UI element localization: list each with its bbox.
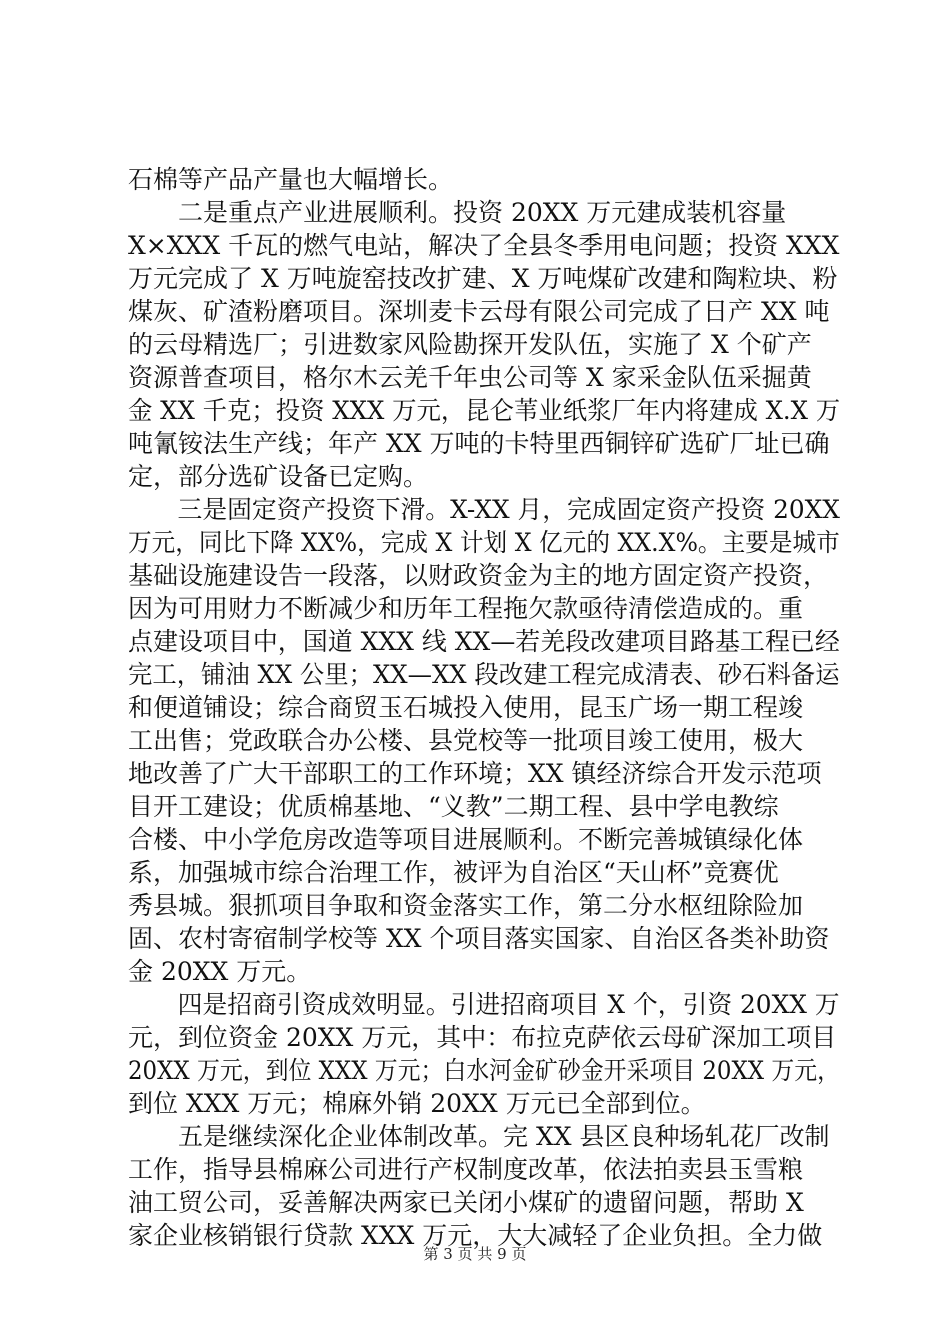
text-line: 资源普查项目，格尔木云羌千年虫公司等 X 家采金队伍采掘黄: [128, 363, 812, 392]
text-line: 元，到位资金 20XX 万元，其中：布拉克萨依云母矿深加工项目: [128, 1023, 837, 1052]
text-line: 和便道铺设；综合商贸玉石城投入使用，昆玉广场一期工程竣: [128, 693, 804, 722]
text-line: 定，部分选矿设备已定购。: [128, 462, 429, 491]
text-line: 目开工建设；优质棉基地、“义教”二期工程、县中学电教综: [128, 792, 779, 821]
text-line: 吨氰铵法生产线；年产 XX 万吨的卡特里西铜锌矿选矿厂址已确: [128, 429, 830, 458]
page-number-footer: 第 3 页 共 9 页: [423, 1245, 527, 1263]
text-line: 金 20XX 万元。: [128, 957, 312, 986]
text-line: 点建设项目中，国道 XXX 线 XX—若羌段改建项目路基工程已经: [128, 627, 840, 656]
text-line: 固、农村寄宿制学校等 XX 个项目落实国家、自治区各类补助资: [128, 924, 830, 953]
text-line: 合楼、中小学危房改造等项目进展顺利。不断完善城镇绿化体: [128, 825, 804, 854]
text-line: 金 XX 千克；投资 XXX 万元，昆仑苇业纸浆厂年内将建成 X.X 万: [128, 396, 841, 425]
body-text: [128, 163, 840, 1252]
text-line: 完工，铺油 XX 公里；XX—XX 段改建工程完成清表、砂石料备运: [128, 660, 840, 689]
text-line: 20XX 万元，到位 XXX 万元；白水河金矿砂金开采项目 20XX 万元，: [128, 1056, 840, 1085]
text-line: 三是固定资产投资下滑。X-XX 月，完成固定资产投资 20XX: [177, 495, 840, 524]
text-line: 工作，指导县棉麻公司进行产权制度改革，依法拍卖县玉雪粮: [128, 1155, 804, 1184]
text-line: 五是继续深化企业体制改革。完 XX 县区良种场轧花厂改制: [178, 1122, 830, 1151]
text-line: 的云母精选厂；引进数家风险勘探开发队伍，实施了 X 个矿产: [128, 330, 812, 359]
text-line: 地改善了广大干部职工的工作环境；XX 镇经济综合开发示范项: [128, 759, 822, 788]
text-line: 系，加强城市综合治理工作，被评为自治区“天山杯”竞赛优: [128, 858, 779, 887]
text-line: 四是招商引资成效明显。引进招商项目 X 个，引资 20XX 万: [177, 990, 840, 1019]
text-line: 家企业核销银行贷款 XXX 万元，大大减轻了企业负担。全力做: [128, 1221, 823, 1250]
text-line: 万元，同比下降 XX%，完成 X 计划 X 亿元的 XX.X%。主要是城市: [128, 528, 840, 557]
text-line: 二是重点产业进展顺利。投资 20XX 万元建成装机容量: [178, 198, 787, 227]
text-line: X×XXX 千瓦的燃气电站，解决了全县冬季用电问题；投资 XXX: [128, 231, 840, 260]
text-line: 到位 XXX 万元；棉麻外销 20XX 万元已全部到位。: [128, 1089, 706, 1118]
text-line: 石棉等产品产量也大幅增长。: [128, 165, 454, 194]
text-line: 油工贸公司，妥善解决两家已关闭小煤矿的遗留问题，帮助 X: [128, 1188, 804, 1217]
text-line: 因为可用财力不断减少和历年工程拖欠款亟待清偿造成的。重: [128, 594, 804, 623]
text-line: 秀县城。狠抓项目争取和资金落实工作，第二分水枢纽除险加: [128, 891, 804, 920]
text-line: 基础设施建设告一段落，以财政资金为主的地方固定资产投资，: [128, 561, 829, 590]
text-line: 工出售；党政联合办公楼、县党校等一批项目竣工使用，极大: [128, 726, 804, 755]
text-line: 煤灰、矿渣粉磨项目。深圳麦卡云母有限公司完成了日产 XX 吨: [128, 297, 830, 326]
text-line: 万元完成了 X 万吨旋窑技改扩建、X 万吨煤矿改建和陶粒块、粉: [128, 264, 838, 293]
